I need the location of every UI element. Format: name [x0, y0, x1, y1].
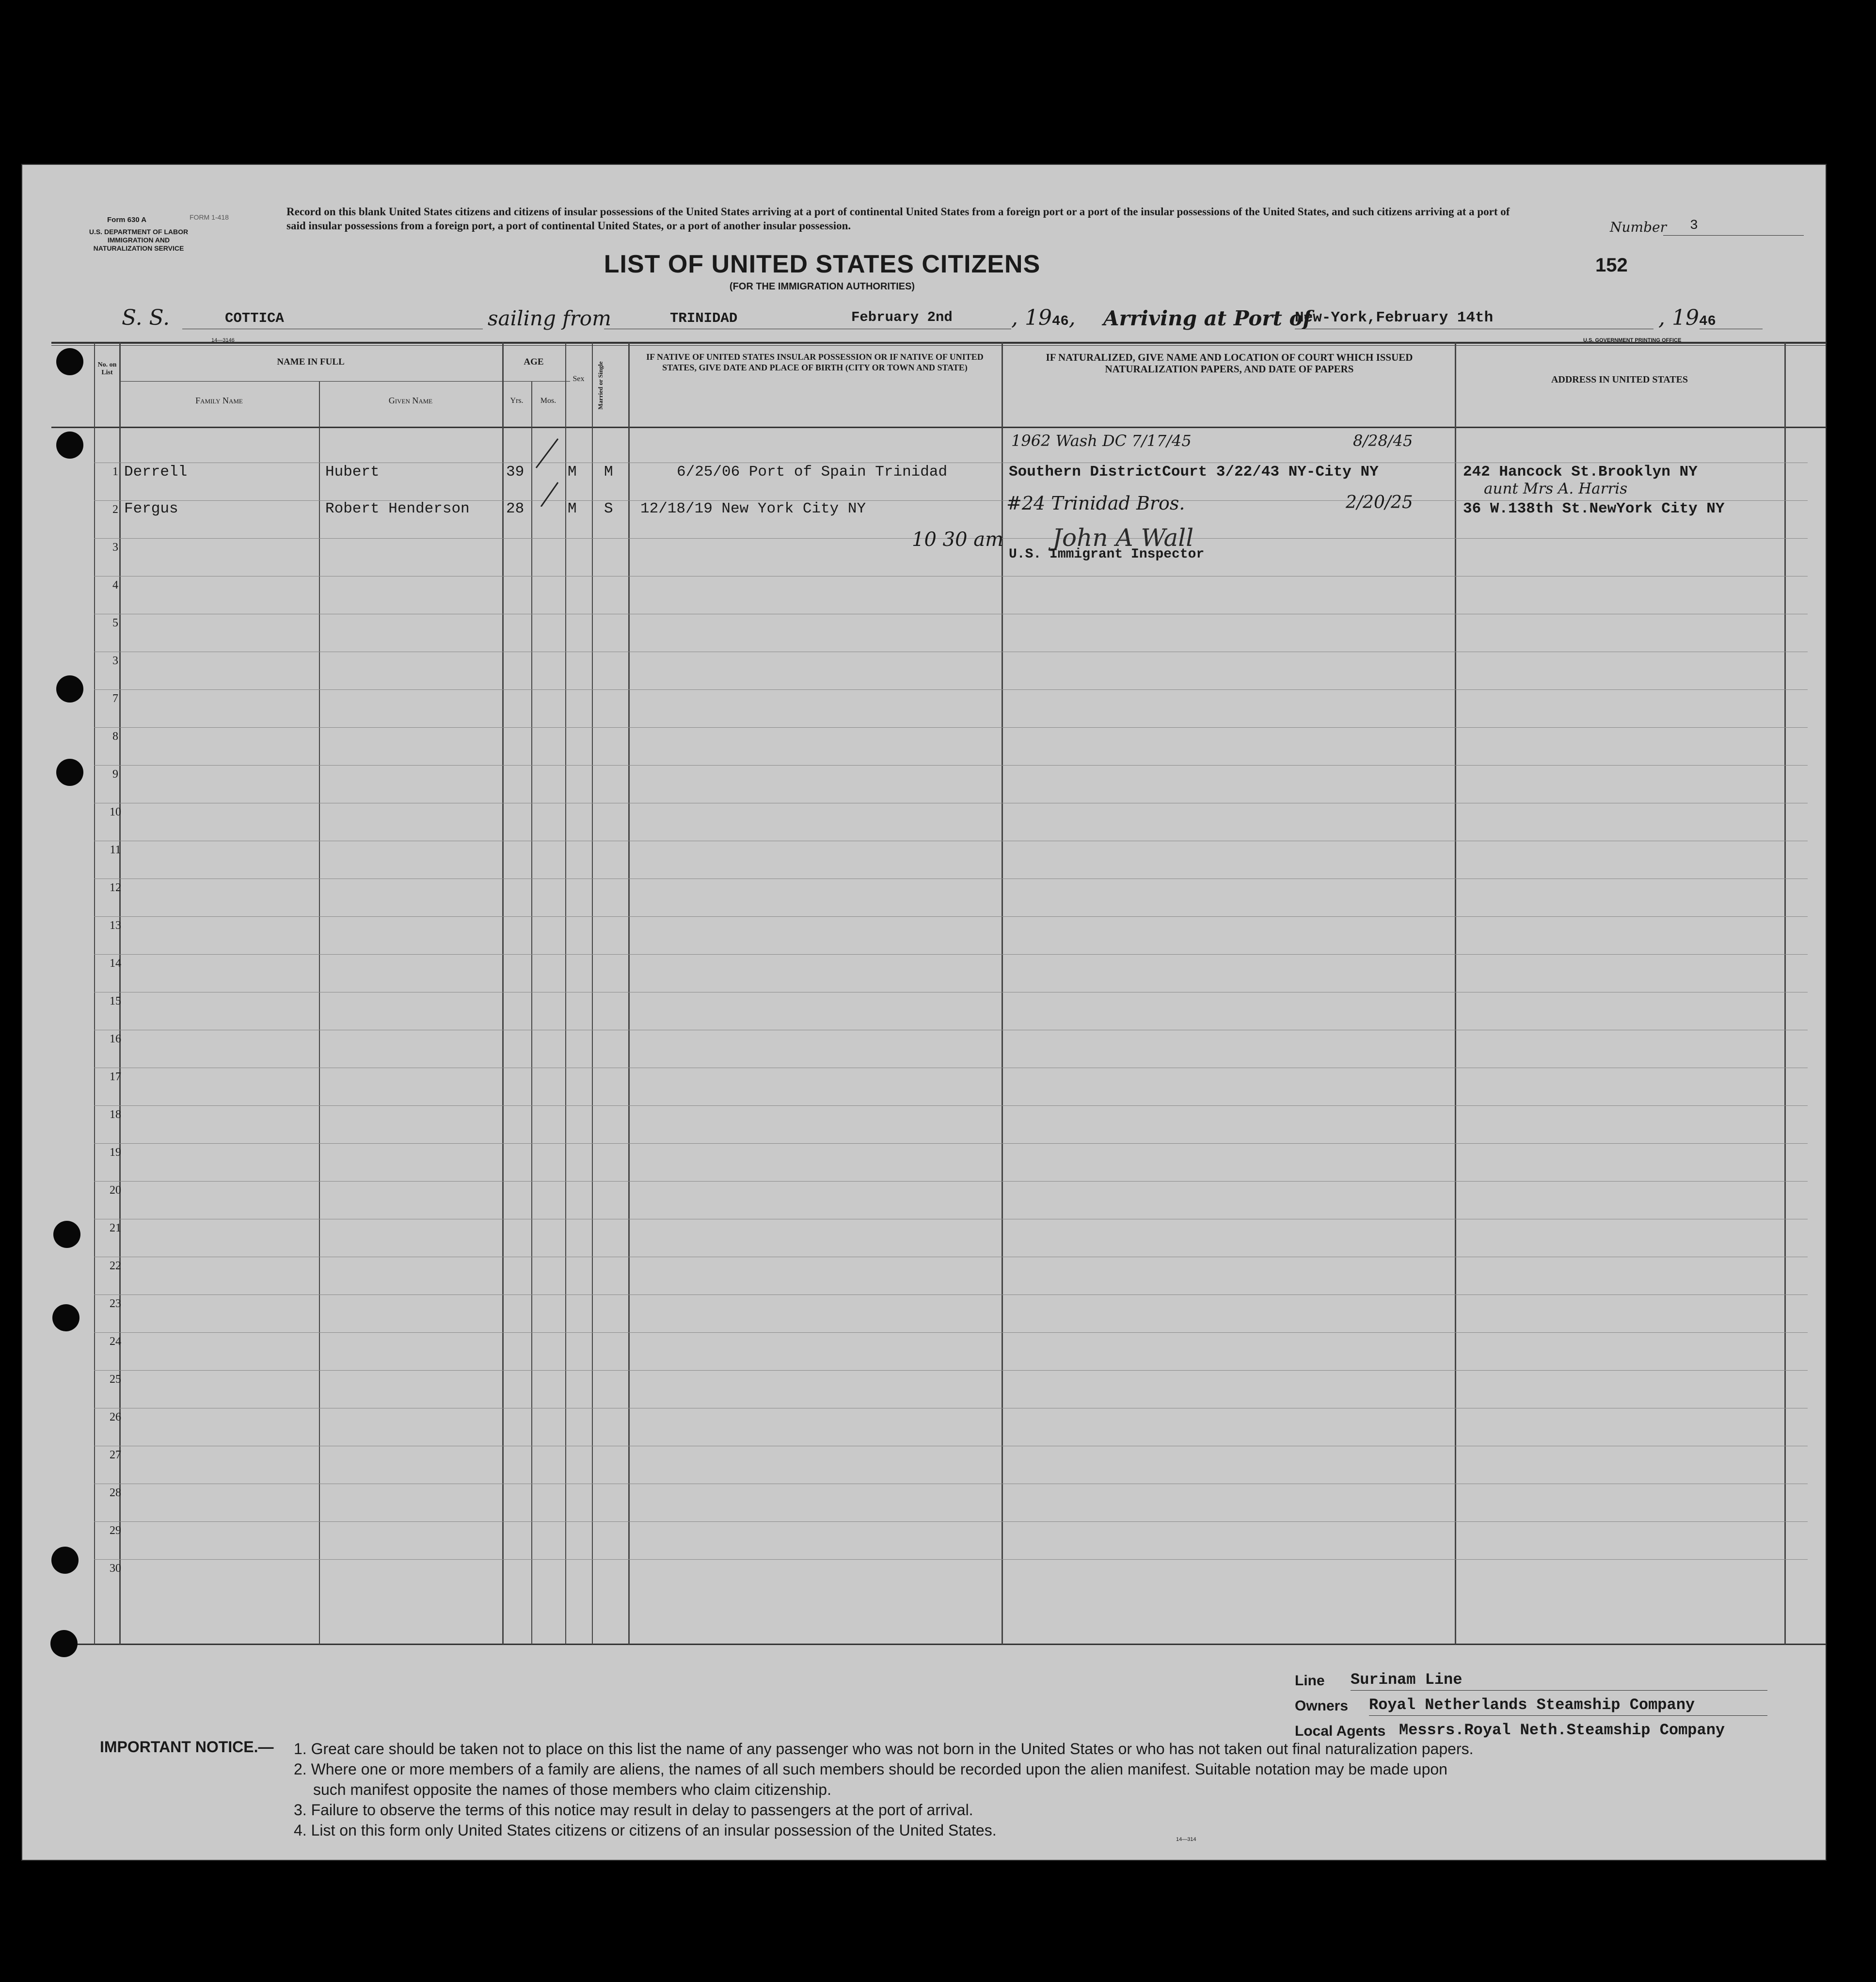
number-underline [1663, 235, 1804, 236]
page-subtitle: (FOR THE IMMIGRATION AUTHORITIES) [729, 281, 915, 292]
row-number: 18 [110, 1108, 121, 1121]
row-line [94, 727, 1808, 728]
row-number: 4 [112, 579, 118, 591]
row-number: 3 [112, 655, 118, 667]
age-years-cell: 28 [506, 500, 525, 517]
printing-office: U.S. GOVERNMENT PRINTING OFFICE [1583, 337, 1682, 343]
sex-cell: M [568, 500, 577, 517]
row-line [94, 1181, 1808, 1182]
arrival-year-prefix: 19 [1671, 305, 1699, 330]
given-name-cell: Hubert [325, 464, 380, 480]
row-number: 11 [110, 844, 121, 856]
table-top-border-inner [51, 345, 1826, 346]
owners-value: Royal Netherlands Steamship Company [1369, 1696, 1695, 1714]
notice-item-1: 1. Great care should be taken not to place on this list the name of any passenger who was not born in the United States or who has not taken out final naturalization papers. [294, 1740, 1474, 1758]
row-number: 29 [110, 1524, 121, 1537]
service-line-2: NATURALIZATION SERVICE [93, 244, 184, 252]
marital-status-cell: M [604, 464, 613, 480]
punch-hole [56, 759, 83, 786]
agents-label: Local Agents [1295, 1723, 1386, 1739]
row-number: 8 [112, 730, 118, 743]
col-line-age [502, 342, 504, 1645]
row-number: 17 [110, 1071, 121, 1083]
col-header-sex: Sex [572, 375, 585, 383]
row-number: 27 [110, 1449, 121, 1461]
col-header-married: Married or Single [597, 361, 604, 410]
arriving-label: Arriving at Port of [1103, 306, 1312, 330]
form-code: FORM 1-418 [190, 213, 229, 221]
owners-underline [1369, 1715, 1767, 1716]
notice-title: IMPORTANT NOTICE.— [100, 1738, 274, 1756]
arrival-year-block: , 1946 [1658, 305, 1716, 330]
notice-item-3: 3. Failure to observe the terms of this notice may result in delay to passengers at the port of arrival. [294, 1801, 973, 1819]
number-value: 3 [1690, 218, 1698, 233]
col-line-married [592, 342, 593, 1645]
arrival-year: 46 [1699, 313, 1716, 329]
notice-item-2-continued: such manifest opposite the names of those members who claim citizenship. [313, 1781, 831, 1798]
birth-cell: 12/18/19 New York City NY [640, 500, 866, 517]
row-line [94, 689, 1808, 690]
row-number: 9 [112, 768, 118, 781]
punch-hole [56, 675, 83, 703]
time-annotation: 10 30 am [912, 528, 1004, 551]
line-label: Line [1295, 1673, 1325, 1689]
row-number: 20 [110, 1184, 121, 1197]
table-bottom-border [51, 1644, 1826, 1645]
row-number: 14 [110, 957, 121, 970]
row-number: 7 [112, 692, 118, 705]
row-number: 12 [110, 881, 121, 894]
agents-value: Messrs.Royal Neth.Steamship Company [1399, 1721, 1725, 1739]
arrival-port-date: New-York,February 14th [1295, 309, 1494, 326]
row-line [94, 1559, 1808, 1560]
print-code-top: 14—3146 [211, 337, 235, 343]
inspector-signature: John A Wall [1052, 524, 1194, 552]
row-number: 3 [112, 541, 118, 554]
form-number: Form 630 A [107, 216, 147, 224]
marital-status-cell: S [604, 500, 613, 517]
notice-item-2: 2. Where one or more members of a family are aliens, the names of all such members should be recorded upon the alien manifest. Suitable notation may be made upon [294, 1760, 1447, 1778]
sailing-label: sailing from [488, 306, 611, 330]
punch-hole [56, 348, 83, 375]
row-number: 24 [110, 1335, 121, 1348]
ship-name: COTTICA [225, 310, 284, 326]
from-port: TRINIDAD [670, 310, 738, 326]
given-name-cell: Robert Henderson [325, 500, 470, 517]
naturalization-hand-note: #24 Trinidad Bros. [1006, 493, 1185, 514]
family-name-cell: Derrell [124, 464, 188, 480]
notice-item-4: 4. List on this form only United States citizens or citizens of an insular possession of the United States. [294, 1822, 997, 1839]
departure-date: February 2nd [851, 309, 953, 325]
row-number: 25 [110, 1373, 121, 1386]
row-number: 15 [110, 995, 121, 1007]
row-line [94, 1370, 1808, 1371]
col-header-address: ADDRESS IN UNITED STATES [1551, 374, 1688, 385]
col-header-given-name: Given Name [388, 396, 433, 405]
row-number: 1 [112, 465, 118, 478]
family-name-cell: Fergus [124, 500, 178, 517]
row-line [94, 916, 1808, 917]
col-header-name-in-full: NAME IN FULL [277, 357, 345, 367]
tick-marks [531, 434, 565, 507]
naturalization-cell: Southern DistrictCourt 3/22/43 NY-City NY [1009, 464, 1379, 480]
service-line-1: IMMIGRATION AND [107, 236, 170, 244]
sex-cell: M [568, 464, 577, 480]
col-header-naturalized: IF NATURALIZED, GIVE NAME AND LOCATION OF COURT WHICH ISSUED NATURALIZATION PAPERS, AND DATE OF PAPERS [1046, 352, 1413, 375]
col-header-yrs: Yrs. [510, 397, 524, 405]
owners-label: Owners [1295, 1698, 1349, 1714]
punch-hole [51, 1547, 79, 1574]
row-number: 30 [110, 1562, 121, 1575]
row-line [94, 1332, 1808, 1333]
row-number: 22 [110, 1260, 121, 1272]
print-code-bottom: 14—314 [1176, 1837, 1196, 1842]
col-line-birth [628, 342, 630, 1645]
punch-hole [53, 1221, 80, 1248]
row-number: 2 [112, 503, 118, 516]
departure-year-block: , 1946, [1011, 305, 1076, 330]
address-cell: 36 W.138th St.NewYork City NY [1463, 500, 1725, 517]
row-number: 16 [110, 1033, 121, 1045]
age-years-cell: 39 [506, 464, 525, 480]
manifest-sheet [21, 164, 1827, 1861]
row-number: 10 [110, 806, 121, 818]
address-hand-note: aunt Mrs A. Harris [1484, 480, 1628, 497]
address-cell: 242 Hancock St.Brooklyn NY [1463, 464, 1698, 480]
ss-label: S. S. [122, 305, 170, 330]
page-title: LIST OF UNITED STATES CITIZENS [604, 250, 1041, 278]
row-number: 13 [110, 919, 121, 932]
line-underline [1351, 1690, 1767, 1691]
departure-year: 46 [1051, 313, 1069, 329]
col-header-mos: Mos. [540, 397, 556, 405]
naturalization-hand-date: 2/20/25 [1346, 493, 1413, 512]
birth-cell: 6/25/06 Port of Spain Trinidad [677, 464, 948, 480]
department-block [71, 228, 207, 253]
line-value: Surinam Line [1351, 1671, 1463, 1689]
row-line [94, 1105, 1808, 1106]
naturalization-hand-note: 1962 Wash DC 7/17/45 [1011, 432, 1192, 450]
naturalization-hand-date: 8/28/45 [1353, 432, 1413, 450]
col-line-address [1455, 342, 1456, 1645]
departure-year-prefix: 19 [1024, 305, 1052, 330]
row-number: 23 [110, 1297, 121, 1310]
col-line-sex [565, 342, 566, 1645]
col-header-birth: IF NATIVE OF UNITED STATES INSULAR POSSESSION OR IF NATIVE OF UNITED STATES, GIVE DATE AND PLACE OF BIRTH (CITY OR TOWN AND STATE) [646, 352, 984, 372]
row-line [94, 1143, 1808, 1144]
page-stamp: 152 [1595, 255, 1628, 276]
inspector-title: U.S. Immigrant Inspector [1009, 547, 1205, 562]
col-line-given [319, 381, 320, 1645]
row-number: 5 [112, 617, 118, 629]
row-line [94, 765, 1808, 766]
punch-hole [50, 1630, 78, 1657]
department-name: U.S. DEPARTMENT OF LABOR [89, 228, 189, 236]
number-label: Number [1610, 219, 1667, 235]
table-top-border [51, 342, 1826, 344]
instructions-text: Record on this blank United States citizens and citizens of insular possessions of the United States arriving at a port of continental United States from a foreign port or a port of the insular possessions of the United States, and such citizens arriving at a port of said insular possessions from a foreign port, a port of continental United States, or a port of another insular possession. [286, 206, 1510, 232]
punch-hole [56, 432, 83, 459]
row-line [94, 1521, 1808, 1522]
col-header-no: No. on List [97, 361, 117, 376]
row-number: 28 [110, 1486, 121, 1499]
col-line-no [94, 342, 95, 1645]
row-line [94, 954, 1808, 955]
col-line-mos [531, 381, 532, 1645]
col-header-age: AGE [524, 357, 544, 367]
row-number: 26 [110, 1411, 121, 1423]
row-number: 21 [110, 1222, 121, 1234]
punch-hole [52, 1304, 79, 1331]
col-line-right [1784, 342, 1786, 1645]
row-number: 19 [110, 1146, 121, 1159]
col-header-family-name: Family Name [195, 396, 243, 405]
header-bottom-border [51, 427, 1826, 428]
